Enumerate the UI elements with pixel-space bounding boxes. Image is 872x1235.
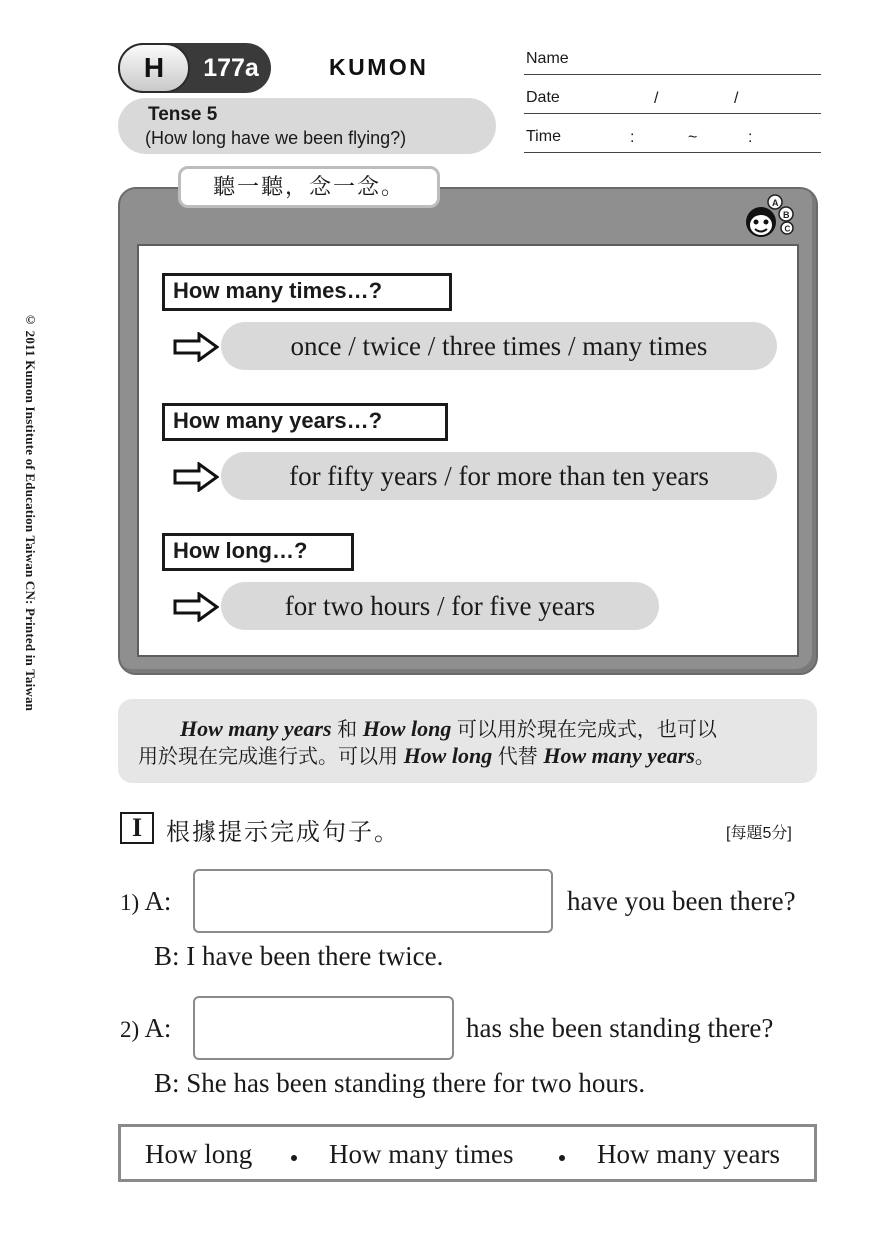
question-number: 1) A:: [120, 886, 172, 916]
name-field[interactable]: [524, 41, 821, 75]
arrow-right-icon: [173, 332, 219, 362]
arrow-right-icon: [173, 592, 219, 622]
answer-blank-2[interactable]: [193, 996, 454, 1060]
answer-phrases: for two hours / for five years: [221, 582, 659, 630]
points-label: [每題5分]: [726, 825, 792, 842]
listen-tab-label: 聽一聽，念一念。: [178, 166, 440, 208]
answer-phrases: for fifty years / for more than ten years: [221, 452, 777, 500]
response-line: B: She has been standing there for two hours.: [154, 1068, 646, 1098]
word-bank-item: How long: [145, 1139, 253, 1169]
time-label: Time: [526, 128, 561, 145]
grammar-note: [118, 699, 817, 783]
arrow-right-icon: [173, 462, 219, 492]
sheet-number: 177a: [203, 54, 259, 82]
question-number: 2) A:: [120, 1013, 172, 1043]
date-separator: /: [734, 90, 739, 107]
word-bank-item: How many years: [597, 1139, 780, 1169]
question-phrase: How many times…?: [162, 273, 452, 311]
response-line: B: I have been there twice.: [154, 941, 444, 971]
section-instruction: 根據提示完成句子。: [166, 819, 400, 846]
svg-text:A: A: [772, 198, 779, 208]
bullet-icon: [559, 1155, 565, 1161]
word-bank-item: How many times: [329, 1139, 514, 1169]
question-text: have you been there?: [567, 886, 796, 916]
section-number: I: [120, 812, 154, 844]
note-line: 用於現在完成進行式。可以用 How long 代替 How many years。: [138, 743, 715, 768]
kid-abc-icon: [740, 192, 796, 240]
answer-phrases: once / twice / three times / many times: [221, 322, 777, 370]
logo-text: KUMON: [329, 54, 429, 80]
name-label: Name: [526, 50, 569, 67]
question-phrase: How long…?: [162, 533, 354, 571]
date-field[interactable]: [524, 80, 821, 114]
svg-text:B: B: [783, 210, 790, 220]
lesson-title: Tense 5: [148, 104, 218, 125]
question-text: has she been standing there?: [466, 1013, 774, 1043]
time-field[interactable]: [524, 119, 821, 153]
time-separator: :: [630, 129, 635, 146]
lesson-title-pill: [118, 98, 496, 154]
level-badge: [118, 43, 271, 93]
time-separator: :: [748, 129, 753, 146]
lesson-subtitle: (How long have we been flying?): [145, 128, 407, 148]
date-separator: /: [654, 90, 659, 107]
word-bank: [118, 1124, 817, 1182]
kumon-logo: [329, 54, 428, 81]
time-range-separator: ~: [688, 129, 698, 146]
bullet-icon: [291, 1155, 297, 1161]
note-line: How many years 和 How long 可以用於現在完成式，也可以: [180, 716, 717, 741]
date-label: Date: [526, 89, 560, 106]
svg-text:C: C: [784, 224, 791, 234]
answer-blank-1[interactable]: [193, 869, 553, 933]
level-letter: H: [118, 43, 190, 93]
listen-content: [137, 244, 799, 657]
copyright-notice: © 2011 Kumon Institute of Education Taiwan CN: Printed in Taiwan: [23, 312, 38, 712]
question-phrase: How many years…?: [162, 403, 448, 441]
